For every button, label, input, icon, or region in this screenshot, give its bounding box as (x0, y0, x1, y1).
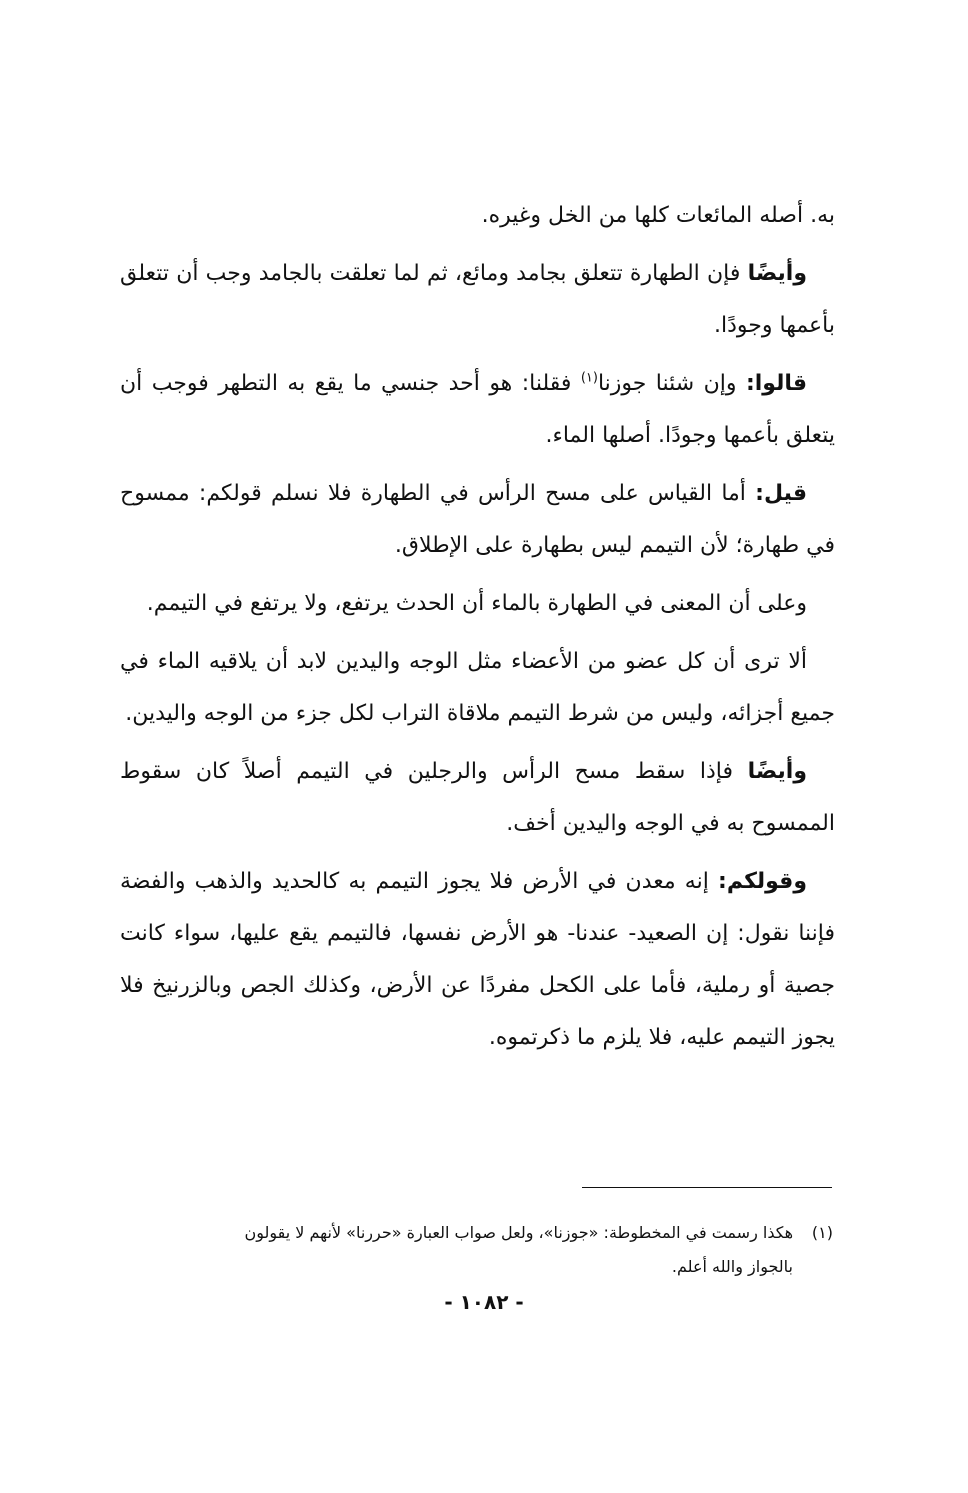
paragraph-3-lead: قالوا: (745, 371, 807, 396)
paragraph-8-text: إنه معدن في الأرض فلا يجوز التيمم به كالحديد والذهب والفضة فإننا نقول: إن الصعيد- عندنا- هو الأرض نفسها، فالتيمم يقع عليها، سواء كانت جصية أو رملية، فأما على الكحل مفردًا عن الأرض، وكذلك الجص وبالزرنيخ فلا يجوز التيمم عليه، فلا يلزم ما ذكرتموه. (120, 869, 835, 1050)
main-text (120, 190, 835, 1070)
paragraph-4-text: أما القياس على مسح الرأس في الطهارة فلا نسلم قولكم: ممسوح في طهارة؛ لأن التيمم ليس بطهارة على الإطلاق. (120, 481, 835, 558)
footnote (125, 1216, 833, 1284)
page-number: - ١٠٨٢ - (444, 1290, 524, 1314)
paragraph-4 (120, 468, 835, 572)
paragraph-7-lead: وأيضًا (747, 759, 807, 784)
footnote-number: (١) (811, 1223, 833, 1242)
footnote-text-1: هكذا رسمت في المخطوطة: «جوزنا»، ولعل صواب العبارة «حررنا» لأنهم لا يقولون (244, 1223, 793, 1242)
paragraph-5 (120, 578, 835, 630)
paragraph-7 (120, 746, 835, 850)
footnote-separator (582, 1187, 832, 1188)
paragraph-8-lead: وقولكم: (718, 869, 807, 894)
paragraph-7-text: فإذا سقط مسح الرأس والرجلين في التيمم أصلاً كان سقوط الممسوح به في الوجه واليدين أخف. (120, 759, 835, 836)
paragraph-3 (120, 358, 835, 462)
footnote-text-2: بالجواز والله أعلم. (671, 1257, 793, 1276)
paragraph-2-lead: وأيضًا (747, 261, 807, 286)
paragraph-2-text: فإن الطهارة تتعلق بجامد ومائع، ثم لما تعلقت بالجامد وجب أن تتعلق بأعمها وجودًا. (120, 261, 835, 338)
paragraph-5-text: وعلى أن المعنى في الطهارة بالماء أن الحدث يرتفع، ولا يرتفع في التيمم. (146, 591, 807, 616)
paragraph-4-lead: قيل: (755, 481, 807, 506)
footnote-marker: (١) (580, 370, 598, 386)
paragraph-2 (120, 248, 835, 352)
paragraph-3-text-cont: فقلنا: هو أحد جنسي ما يقع به التطهر فوجب أن يتعلق بأعمها وجودًا. أصلها الماء. (120, 371, 835, 448)
paragraph-1 (120, 190, 835, 242)
paragraph-3-text: وإن شئنا جوزنا (597, 371, 746, 396)
footnote-line-1 (125, 1216, 833, 1250)
paragraph-6 (120, 636, 835, 740)
paragraph-8 (120, 856, 835, 1064)
paragraph-1-text: به. أصله المائعات كلها من الخل وغيره. (481, 203, 835, 228)
paragraph-6-text: ألا ترى أن كل عضو من الأعضاء مثل الوجه واليدين لابد أن يلاقيه الماء في جميع أجزائه، وليس من شرط التيمم ملاقاة التراب لكل جزء من الوجه واليدين. (120, 649, 835, 726)
footnote-line-2 (125, 1250, 833, 1284)
